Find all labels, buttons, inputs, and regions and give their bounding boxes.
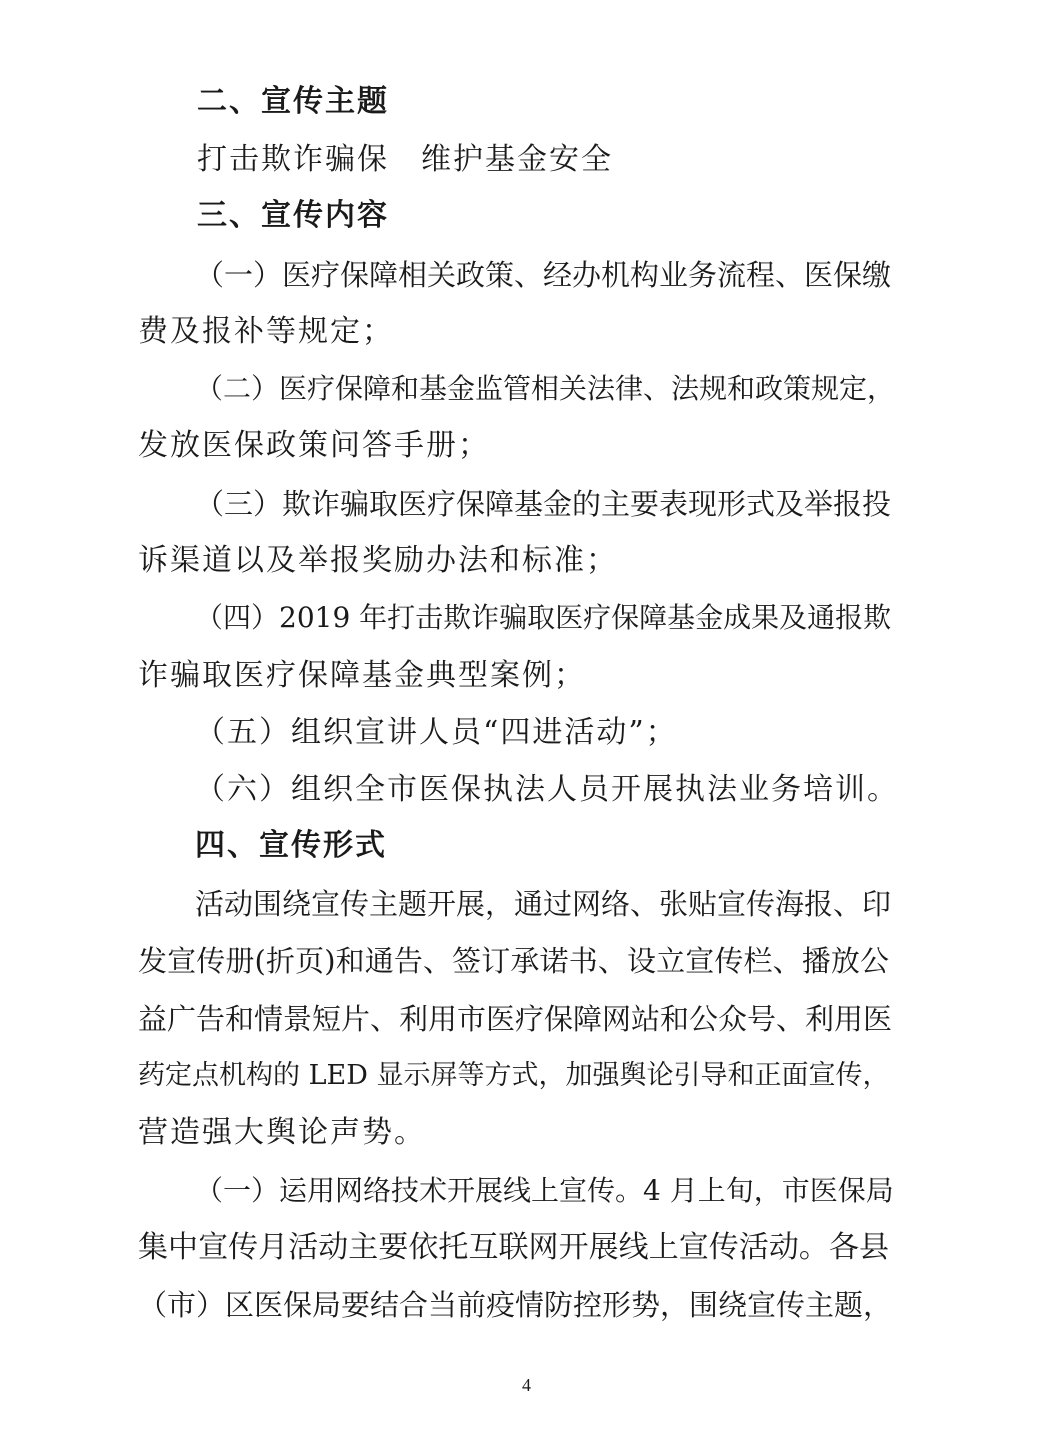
- section-heading-3: 三、宣传内容: [197, 198, 389, 233]
- paragraph-line: 药定点机构的 LED 显示屏等方式，加强舆论引导和正面宣传，: [138, 1060, 890, 1091]
- paragraph-line: 集中宣传月活动主要依托互联网开展线上宣传活动。各县: [138, 1230, 889, 1265]
- slogan-line: 打击欺诈骗保 维护基金安全: [197, 142, 613, 177]
- paragraph-line: （市）区医保局要结合当前疫情防控形势，围绕宣传主题，: [138, 1288, 893, 1322]
- paragraph-line: （一）运用网络技术开展线上宣传。4 月上旬，市医保局: [195, 1174, 894, 1207]
- paragraph-line: （四）2019 年打击欺诈骗取医疗保障基金成果及通报欺: [195, 601, 892, 634]
- section-heading-4: 四、宣传形式: [195, 828, 387, 863]
- paragraph-line: （一）医疗保障相关政策、经办机构业务流程、医保缴: [195, 258, 892, 292]
- paragraph-line: 发放医保政策问答手册；: [138, 428, 490, 463]
- paragraph-line: （五）组织宣讲人员“四进活动”；: [195, 715, 678, 750]
- paragraph-line: 营造强大舆论声势。: [138, 1115, 426, 1150]
- paragraph-line: 发宣传册(折页)和通告、签订承诺书、设立宣传栏、播放公: [138, 944, 889, 978]
- paragraph-line: 费及报补等规定；: [138, 314, 394, 349]
- paragraph-line: （三）欺诈骗取医疗保障基金的主要表现形式及举报投: [195, 487, 892, 521]
- paragraph-line: （六）组织全市医保执法人员开展执法业务培训。: [195, 772, 899, 807]
- paragraph-line: 活动围绕宣传主题开展，通过网络、张贴宣传海报、印: [195, 887, 892, 921]
- paragraph-line: 诉渠道以及举报奖励办法和标准；: [138, 543, 618, 578]
- page-number: 4: [522, 1375, 531, 1395]
- section-heading-2: 二、宣传主题: [197, 84, 389, 119]
- paragraph-line: 益广告和情景短片、利用市医疗保障网站和公众号、利用医: [138, 1002, 893, 1036]
- paragraph-line: 诈骗取医疗保障基金典型案例；: [138, 658, 586, 693]
- paragraph-line: （二）医疗保障和基金监管相关法律、法规和政策规定，: [195, 372, 896, 405]
